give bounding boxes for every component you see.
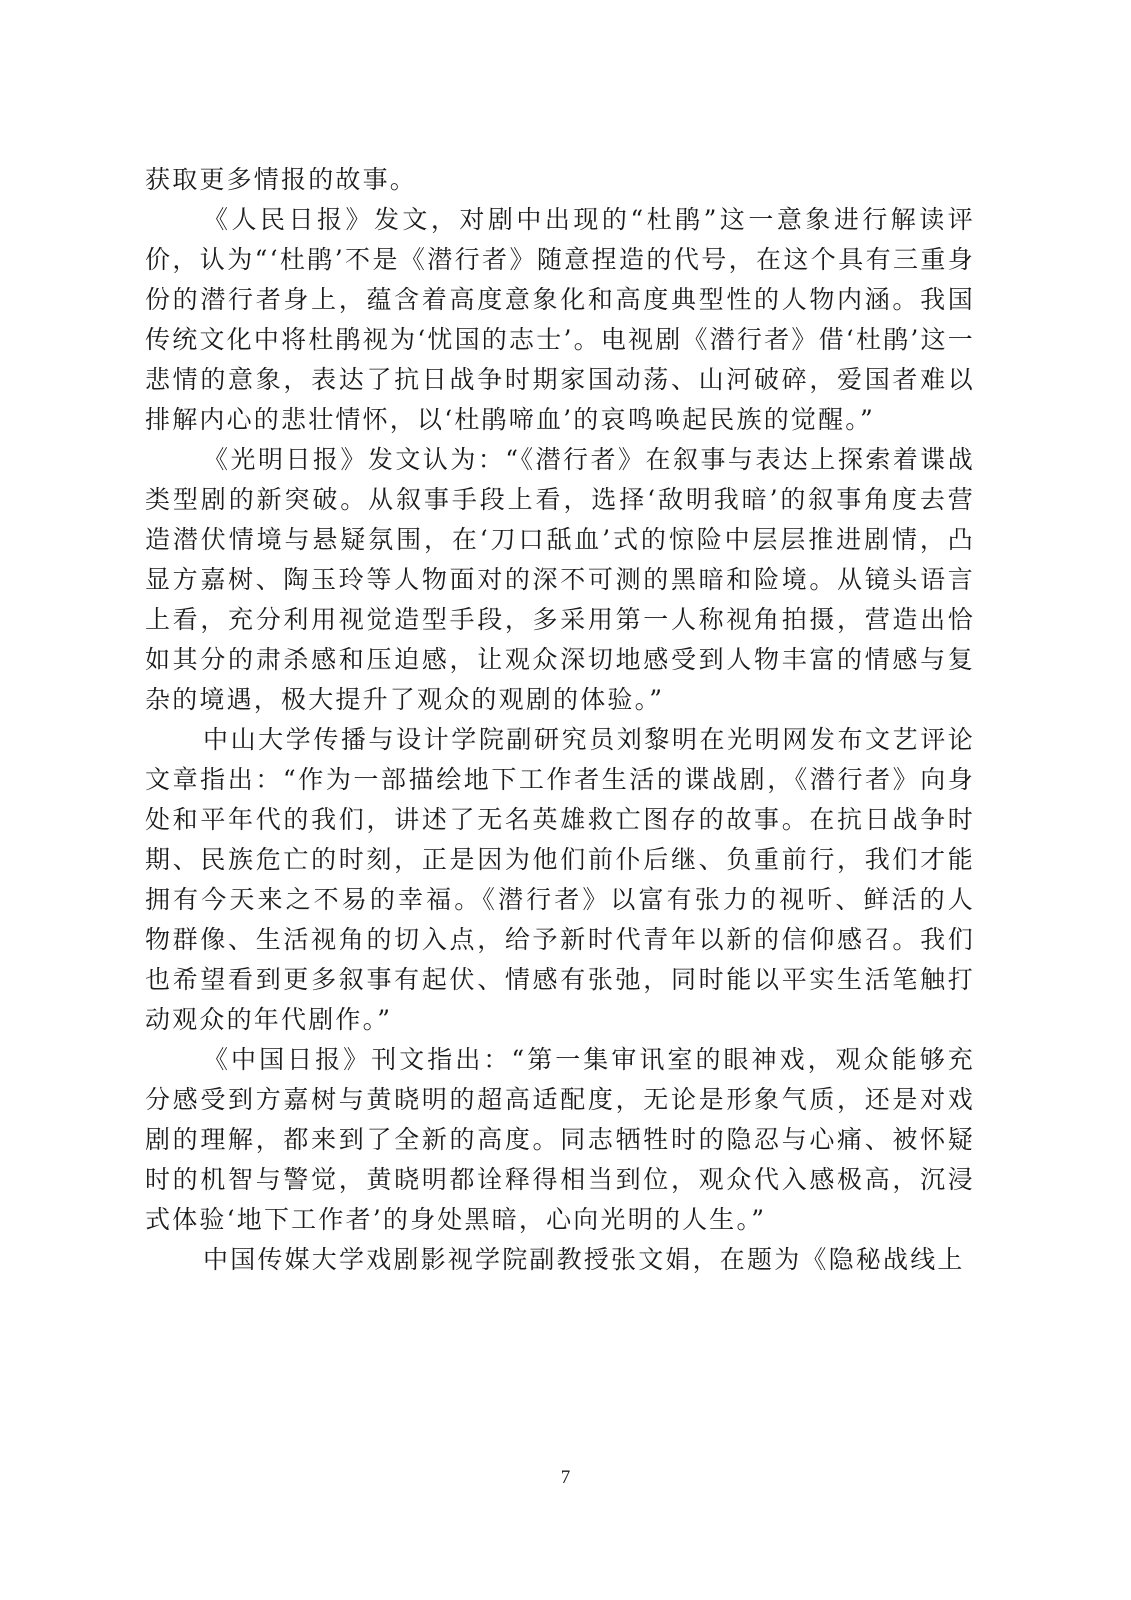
paragraph-guangming-ribao: 《光明日报》发文认为：“《潜行者》在叙事与表达上探索着谍战类型剧的新突破。从叙事手段上看，选择‘敌明我暗’的叙事角度去营造潜伏情境与悬疑氛围，在‘刀口舐血’式的惊险中层层推进剧情，凸显方嘉树、陶玉玲等人物面对的深不可测的黑暗和险境。从镜头语言上看，充分利用视觉造型手段，多采用第一人称视角拍摄，营造出恰如其分的肃杀感和压迫感，让观众深切地感受到人物丰富的情感与复杂的境遇，极大提升了观众的观剧的体验。” (145, 445, 975, 714)
paragraph-continuation: 获取更多情报的故事。 (145, 165, 418, 194)
body-text (145, 160, 975, 1280)
page-number: 7 (560, 1467, 571, 1488)
paragraph-renmin-ribao: 《人民日报》发文，对剧中出现的“杜鹃”这一意象进行解读评价，认为“‘杜鹃’不是《潜行者》随意捏造的代号，在这个具有三重身份的潜行者身上，蕴含着高度意象化和高度典型性的人物内涵。我国传统文化中将杜鹃视为‘忧国的志士’。电视剧《潜行者》借‘杜鹃’这一悲情的意象，表达了抗日战争时期家国动荡、山河破碎，爱国者难以排解内心的悲壮情怀，以‘杜鹃啼血’的哀鸣唤起民族的觉醒。” (145, 205, 975, 434)
paragraph-china-daily: 《中国日报》刊文指出：“第一集审讯室的眼神戏，观众能够充分感受到方嘉树与黄晓明的超高适配度，无论是形象气质，还是对戏剧的理解，都来到了全新的高度。同志牺牲时的隐忍与心痛、被怀疑时的机智与警觉，黄晓明都诠释得相当到位，观众代入感极高，沉浸式体验‘地下工作者’的身处黑暗，心向光明的人生。” (145, 1045, 975, 1234)
paragraph-liu-liming: 中山大学传播与设计学院副研究员刘黎明在光明网发布文艺评论文章指出：“作为一部描绘地下工作者生活的谍战剧，《潜行者》向身处和平年代的我们，讲述了无名英雄救亡图存的故事。在抗日战争时期、民族危亡的时刻，正是因为他们前仆后继、负重前行，我们才能拥有今天来之不易的幸福。《潜行者》以富有张力的视听、鲜活的人物群像、生活视角的切入点，给予新时代青年以新的信仰感召。我们也希望看到更多叙事有起伏、情感有张弛，同时能以平实生活笔触打动观众的年代剧作。” (145, 725, 975, 1034)
paragraph-zhang-wenjuan: 中国传媒大学戏剧影视学院副教授张文娟，在题为《隐秘战线上 (203, 1245, 965, 1274)
